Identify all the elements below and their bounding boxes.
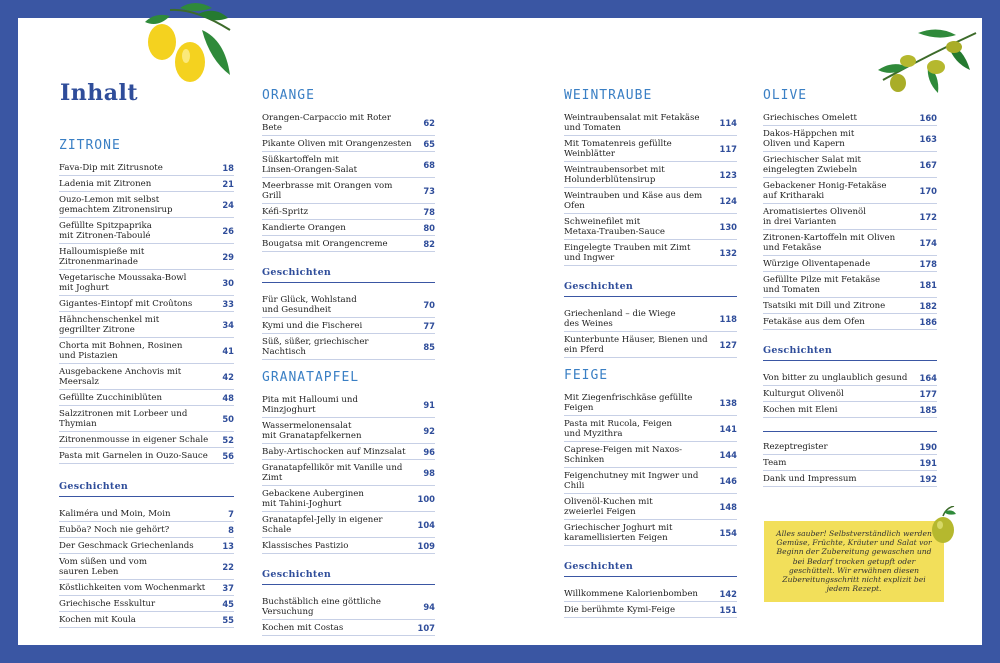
- toc-entry: [564, 471, 737, 494]
- entry-title: Willkommene Kalorienbomben: [564, 589, 698, 599]
- entry-title: Kochen mit Koula: [59, 615, 136, 625]
- entry-title: Olivenöl-Kuchen mit zweierlei Feigen: [564, 497, 653, 517]
- entry-title: Griechenland – die Wiege des Weines: [564, 309, 676, 329]
- page-number: 100: [417, 494, 435, 504]
- page-number: 78: [423, 207, 435, 217]
- page-number: 48: [222, 393, 234, 403]
- page-number: 73: [423, 186, 435, 196]
- page-number: 30: [222, 278, 234, 288]
- entry-title: Pikante Oliven mit Orangenzesten: [262, 139, 412, 149]
- page-number: 33: [222, 299, 234, 309]
- entry-title: Dank und Impressum: [763, 474, 857, 484]
- toc-entry: [59, 195, 234, 218]
- entry-title: Kandierte Orangen: [262, 223, 346, 233]
- entry-title: Von bitter zu unglaublich gesund: [763, 373, 908, 383]
- list-feige: [564, 393, 737, 546]
- toc-entry: [763, 474, 937, 487]
- list-orange: [262, 113, 435, 252]
- page-number: 82: [423, 239, 435, 249]
- subheading-geschichten: Geschichten: [564, 281, 737, 297]
- page-number: 104: [417, 520, 435, 530]
- entry-title: Gefüllte Spitzpaprika mit Zitronen-Taboulé: [59, 221, 152, 241]
- info-note: Alles sauber! Selbstverständlich werden Gemüse, Früchte, Kräuter und Salat vor Beginn der Zubereitung gewaschen und bei Bedarf trocken getupft oder geschüttelt. Wir erwähnen diesen Zubereitungsschritt nicht explizit bei jedem Rezept.: [764, 521, 944, 602]
- toc-entry: [763, 373, 937, 386]
- entry-title: Buchstäblich eine göttliche Versuchung: [262, 597, 381, 617]
- page-number: 182: [919, 301, 937, 311]
- entry-title: Süßkartoffeln mit Linsen-Orangen-Salat: [262, 155, 358, 175]
- page-number: 98: [423, 468, 435, 478]
- toc-entry: [262, 623, 435, 636]
- entry-title: Caprese-Feigen mit Naxos-Schinken: [564, 445, 683, 465]
- toc-entry: [564, 605, 737, 618]
- toc-entry: [59, 299, 234, 312]
- column-zitrone: [59, 138, 234, 631]
- toc-entry: [763, 317, 937, 330]
- page-number: 160: [919, 113, 937, 123]
- page-number: 55: [222, 615, 234, 625]
- page-number: 37: [222, 583, 234, 593]
- toc-entry: [564, 191, 737, 214]
- entry-title: Weintraubensalat mit Fetakäse und Tomaten: [564, 113, 700, 133]
- toc-entry: [564, 393, 737, 416]
- entry-title: Gefüllte Pilze mit Fetakäse und Tomaten: [763, 275, 881, 295]
- page-number: 8: [228, 525, 234, 535]
- toc-entry: [59, 451, 234, 464]
- toc-entry: [763, 181, 937, 204]
- toc-entry: [262, 181, 435, 204]
- entry-title: Gebackener Honig-Fetakäse auf Kritharaki: [763, 181, 887, 201]
- toc-entry: [763, 259, 937, 272]
- entry-title: Griechisches Omelett: [763, 113, 857, 123]
- section-heading-granatapfel: GRANATAPFEL: [262, 370, 360, 385]
- section-heading-feige: FEIGE: [564, 368, 609, 383]
- toc-entry: [763, 129, 937, 152]
- entry-title: Granatapfel-Jelly in eigener Schale: [262, 515, 383, 535]
- toc-entry: [262, 239, 435, 252]
- page-number: 141: [719, 424, 737, 434]
- page-number: 107: [417, 623, 435, 633]
- toc-entry: [59, 273, 234, 296]
- toc-entry: [564, 165, 737, 188]
- page-number: 117: [719, 144, 737, 154]
- page-number: 56: [222, 451, 234, 461]
- toc-entry: [763, 275, 937, 298]
- entry-title: Orangen-Carpaccio mit Roter Bete: [262, 113, 391, 133]
- page-number: 94: [423, 602, 435, 612]
- entry-title: Dakos-Häppchen mit Oliven und Kapern: [763, 129, 855, 149]
- toc-entry: [763, 405, 937, 418]
- page-number: 65: [423, 139, 435, 149]
- page-number: 50: [222, 414, 234, 424]
- page-number: 181: [919, 280, 937, 290]
- toc-entry: [59, 367, 234, 390]
- entry-title: Granatapfellikör mit Vanille und Zimt: [262, 463, 403, 483]
- page-number: 151: [719, 605, 737, 615]
- entry-title: Griechischer Joghurt mit karamellisierten Feigen: [564, 523, 673, 543]
- list-granatapfel-stories: [262, 597, 435, 636]
- list-zitrone-stories: [59, 509, 234, 628]
- entry-title: Euböa? Noch nie gehört?: [59, 525, 170, 535]
- toc-entry: [59, 315, 234, 338]
- entry-title: Gebackene Auberginen mit Tahini-Joghurt: [262, 489, 364, 509]
- column-orange: [262, 88, 435, 363]
- page-number: 190: [919, 442, 937, 452]
- list-zitrone: [59, 163, 234, 464]
- list-feige-stories: [564, 589, 737, 618]
- page-number: 85: [423, 342, 435, 352]
- toc-entry: [564, 309, 737, 332]
- page-number: 41: [222, 346, 234, 356]
- entry-title: Bougatsa mit Orangencreme: [262, 239, 388, 249]
- page-number: 96: [423, 447, 435, 457]
- toc-entry: [763, 233, 937, 256]
- toc-entry: [564, 335, 737, 358]
- page-number: 164: [919, 373, 937, 383]
- toc-entry: [59, 599, 234, 612]
- page-number: 132: [719, 248, 737, 258]
- toc-entry: [564, 243, 737, 266]
- entry-title: Weintraubensorbet mit Holunderblütensirup: [564, 165, 665, 185]
- toc-entry: [59, 509, 234, 522]
- page-number: 123: [719, 170, 737, 180]
- entry-title: Süß, süßer, griechischer Nachtisch: [262, 337, 369, 357]
- entry-title: Ausgebackene Anchovis mit Meersalz: [59, 367, 182, 387]
- entry-title: Tsatsiki mit Dill und Zitrone: [763, 301, 886, 311]
- toc-entry: [59, 341, 234, 364]
- entry-title: Meerbrasse mit Orangen vom Grill: [262, 181, 393, 201]
- toc-entry: [763, 389, 937, 402]
- page-number: 68: [423, 160, 435, 170]
- subheading-geschichten: Geschichten: [59, 481, 234, 497]
- page-number: 167: [919, 160, 937, 170]
- entry-title: Ladenia mit Zitronen: [59, 179, 152, 189]
- page-number: 21: [222, 179, 234, 189]
- page-number: 13: [222, 541, 234, 551]
- entry-title: Fetakäse aus dem Ofen: [763, 317, 865, 327]
- entry-title: Pita mit Halloumi und Minzjoghurt: [262, 395, 358, 415]
- section-heading-orange: ORANGE: [262, 88, 315, 103]
- toc-entry: [262, 139, 435, 152]
- entry-title: Gefüllte Zucchiniblüten: [59, 393, 162, 403]
- entry-title: Salzzitronen mit Lorbeer und Thymian: [59, 409, 188, 429]
- toc-entry: [564, 523, 737, 546]
- toc-entry: [262, 113, 435, 136]
- entry-title: Kulturgut Olivenöl: [763, 389, 844, 399]
- entry-title: Zitronenmousse in eigener Schale: [59, 435, 209, 445]
- toc-entry: [59, 541, 234, 554]
- list-olive-stories: [763, 373, 937, 418]
- entry-title: Kymi und die Fischerei: [262, 321, 363, 331]
- toc-entry: [262, 295, 435, 318]
- list-orange-stories: [262, 295, 435, 360]
- entry-title: Aromatisiertes Olivenöl in drei Varianten: [763, 207, 866, 227]
- entry-title: Kaliméra und Moin, Moin: [59, 509, 171, 519]
- column-weintraube: [564, 88, 737, 361]
- page-number: 26: [222, 226, 234, 236]
- entry-title: Wassermelonensalat mit Granatapfelkernen: [262, 421, 362, 441]
- page-number: 118: [719, 314, 737, 324]
- toc-entry: [564, 589, 737, 602]
- toc-entry: [59, 393, 234, 406]
- toc-entry: [262, 421, 435, 444]
- entry-title: Würzige Oliventapenade: [763, 259, 871, 269]
- page-number: 24: [222, 200, 234, 210]
- entry-title: Griechischer Salat mit eingelegten Zwiebeln: [763, 155, 862, 175]
- column-granatapfel: [262, 370, 435, 639]
- entry-title: Mit Ziegenfrischkäse gefüllte Feigen: [564, 393, 693, 413]
- toc-entry: [262, 337, 435, 360]
- entry-title: Für Glück, Wohlstand und Gesundheit: [262, 295, 357, 315]
- entry-title: Köstlichkeiten vom Wochenmarkt: [59, 583, 206, 593]
- page-number: 144: [719, 450, 737, 460]
- toc-entry: [59, 435, 234, 448]
- entry-title: Klassisches Pastizio: [262, 541, 349, 551]
- list-olive: [763, 113, 937, 330]
- toc-entry: [763, 301, 937, 314]
- page-number: 109: [417, 541, 435, 551]
- entry-title: Feigenchutney mit Ingwer und Chili: [564, 471, 699, 491]
- section-heading-weintraube: WEINTRAUBE: [564, 88, 653, 103]
- page-number: 178: [919, 259, 937, 269]
- page-number: 146: [719, 476, 737, 486]
- entry-title: Kochen mit Costas: [262, 623, 344, 633]
- list-granatapfel: [262, 395, 435, 554]
- entry-title: Kochen mit Eleni: [763, 405, 838, 415]
- toc-entry: [564, 419, 737, 442]
- entry-title: Der Geschmack Griechenlands: [59, 541, 194, 551]
- list-extra: [763, 442, 937, 487]
- list-weintraube: [564, 113, 737, 266]
- toc-entry: [262, 489, 435, 512]
- toc-entry: [59, 179, 234, 192]
- toc-entry: [262, 597, 435, 620]
- entry-title: Vegetarische Moussaka-Bowl mit Joghurt: [59, 273, 187, 293]
- toc-entry: [59, 163, 234, 176]
- entry-title: Pasta mit Garnelen in Ouzo-Sauce: [59, 451, 208, 461]
- toc-entry: [262, 463, 435, 486]
- toc-entry: [59, 583, 234, 596]
- entry-title: Hähnchenschenkel mit gegrillter Zitrone: [59, 315, 160, 335]
- page-number: 172: [919, 212, 937, 222]
- lemon-branch-icon: [140, 0, 235, 90]
- page-number: 163: [919, 134, 937, 144]
- page-number: 191: [919, 458, 937, 468]
- entry-title: Team: [763, 458, 787, 468]
- page-number: 177: [919, 389, 937, 399]
- page-number: 186: [919, 317, 937, 327]
- entry-title: Pasta mit Rucola, Feigen und Myzithra: [564, 419, 673, 439]
- entry-title: Fava-Dip mit Zitrusnote: [59, 163, 163, 173]
- entry-title: Mit Tomatenreis gefüllte Weinblätter: [564, 139, 672, 159]
- olive-icon: [928, 506, 958, 546]
- page-number: 42: [222, 372, 234, 382]
- page-number: 130: [719, 222, 737, 232]
- toc-entry: [59, 557, 234, 580]
- page-number: 70: [423, 300, 435, 310]
- toc-entry: [59, 409, 234, 432]
- page-number: 192: [919, 474, 937, 484]
- page-number: 18: [222, 163, 234, 173]
- page-number: 185: [919, 405, 937, 415]
- entry-title: Kunterbunte Häuser, Bienen und ein Pferd: [564, 335, 708, 355]
- toc-entry: [763, 155, 937, 178]
- toc-entry: [564, 497, 737, 520]
- entry-title: Griechische Esskultur: [59, 599, 156, 609]
- entry-title: Gigantes-Eintopf mit Croûtons: [59, 299, 193, 309]
- page-number: 148: [719, 502, 737, 512]
- toc-entry: [262, 223, 435, 236]
- entry-title: Baby-Artischocken auf Minzsalat: [262, 447, 406, 457]
- page-number: 124: [719, 196, 737, 206]
- toc-entry: [262, 515, 435, 538]
- page-number: 91: [423, 400, 435, 410]
- page-number: 52: [222, 435, 234, 445]
- page-number: 62: [423, 118, 435, 128]
- entry-title: Die berühmte Kymi-Feige: [564, 605, 676, 615]
- page-number: 114: [719, 118, 737, 128]
- toc-entry: [59, 247, 234, 270]
- page-number: 142: [719, 589, 737, 599]
- toc-entry: [59, 615, 234, 628]
- toc-entry: [763, 207, 937, 230]
- subheading-geschichten: Geschichten: [763, 345, 937, 361]
- section-heading-olive: OLIVE: [763, 88, 808, 103]
- toc-entry: [262, 395, 435, 418]
- entry-title: Chorta mit Bohnen, Rosinen und Pistazien: [59, 341, 183, 361]
- toc-entry: [262, 321, 435, 334]
- page-number: 154: [719, 528, 737, 538]
- entry-title: Weintrauben und Käse aus dem Ofen: [564, 191, 703, 211]
- page-number: 174: [919, 238, 937, 248]
- column-feige: [564, 368, 737, 621]
- column-olive: [763, 88, 937, 490]
- page-number: 29: [222, 252, 234, 262]
- page-number: 77: [423, 321, 435, 331]
- subheading-geschichten: Geschichten: [262, 569, 435, 585]
- page-number: 138: [719, 398, 737, 408]
- subheading-geschichten: Geschichten: [262, 267, 435, 283]
- toc-entry: [564, 139, 737, 162]
- toc-entry: [262, 541, 435, 554]
- page-number: 45: [222, 599, 234, 609]
- entry-title: Schweinefilet mit Metaxa-Trauben-Sauce: [564, 217, 665, 237]
- entry-title: Kéfi-Spritz: [262, 207, 309, 217]
- entry-title: Rezeptregister: [763, 442, 828, 452]
- page-title: Inhalt: [60, 80, 139, 106]
- entry-title: Ouzo-Lemon mit selbst gemachtem Zitronensirup: [59, 195, 173, 215]
- entry-title: Vom süßen und vom sauren Leben: [59, 557, 147, 577]
- page-number: 22: [222, 562, 234, 572]
- page-number: 170: [919, 186, 937, 196]
- toc-entry: [262, 155, 435, 178]
- entry-title: Zitronen-Kartoffeln mit Oliven und Fetakäse: [763, 233, 896, 253]
- list-weintraube-stories: [564, 309, 737, 358]
- toc-entry: [59, 525, 234, 538]
- page-number: 92: [423, 426, 435, 436]
- page-number: 34: [222, 320, 234, 330]
- toc-entry: [763, 442, 937, 455]
- toc-entry: [262, 447, 435, 460]
- page-number: 80: [423, 223, 435, 233]
- toc-entry: [59, 221, 234, 244]
- toc-entry: [564, 217, 737, 240]
- toc-entry: [262, 207, 435, 220]
- toc-entry: [763, 113, 937, 126]
- entry-title: Eingelegte Trauben mit Zimt und Ingwer: [564, 243, 691, 263]
- section-heading-zitrone: ZITRONE: [59, 138, 121, 153]
- toc-entry: [564, 445, 737, 468]
- page-number: 127: [719, 340, 737, 350]
- entry-title: Halloumispieße mit Zitronenmarinade: [59, 247, 145, 267]
- toc-entry: [763, 458, 937, 471]
- page-number: 7: [228, 509, 234, 519]
- toc-entry: [564, 113, 737, 136]
- subheading-geschichten: Geschichten: [564, 561, 737, 577]
